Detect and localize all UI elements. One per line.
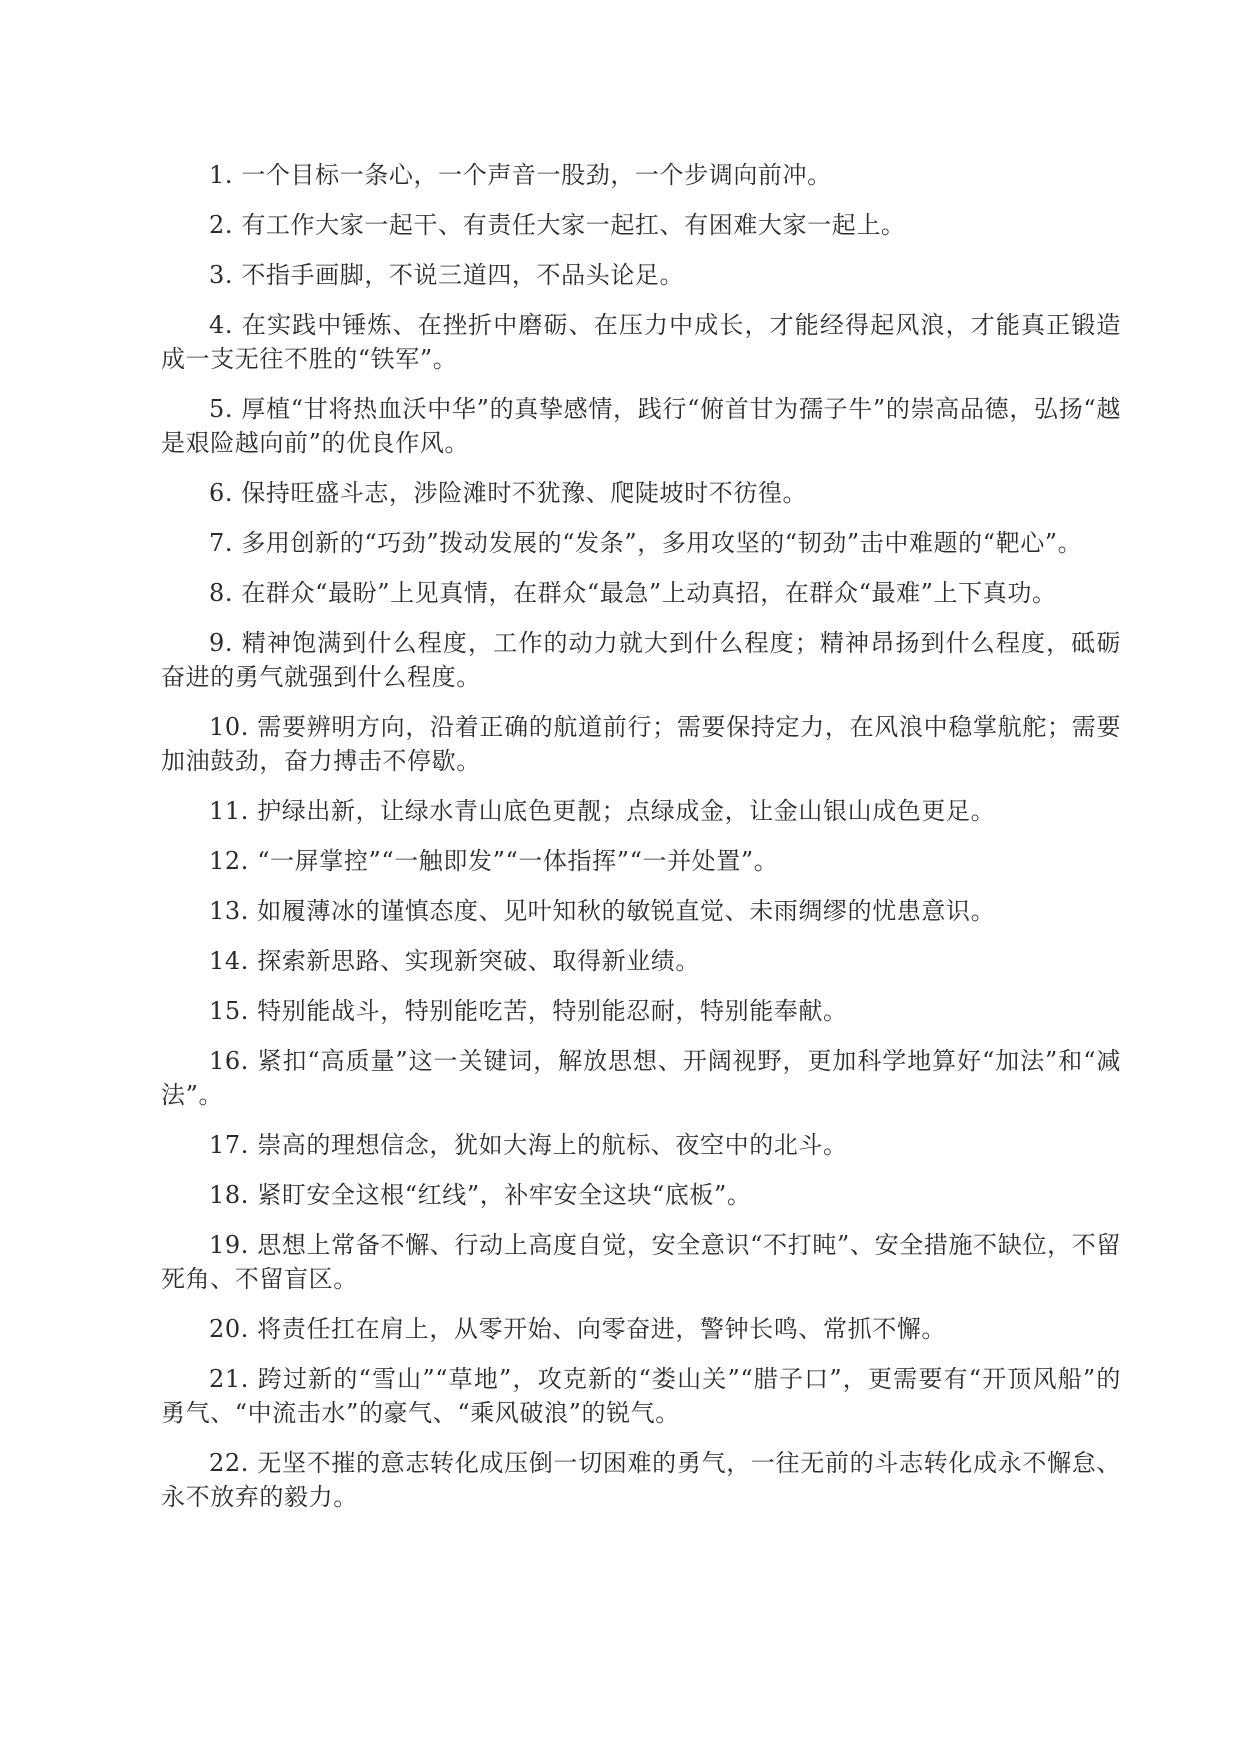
list-item: 8. 在群众“最盼”上见真情，在群众“最急”上动真招，在群众“最难”上下真功。 bbox=[209, 579, 1057, 607]
list-item: 16. 紧扣“高质量”这一关键词，解放思想、开阔视野，更加科学地算好“加法”和“减法”。 bbox=[161, 1047, 1121, 1109]
list-item: 17. 崇高的理想信念，犹如大海上的航标、夜空中的北斗。 bbox=[209, 1131, 848, 1159]
list-item: 11. 护绿出新，让绿水青山底色更靓；点绿成金，让金山银山成色更足。 bbox=[209, 797, 996, 825]
list-item: 9. 精神饱满到什么程度，工作的动力就大到什么程度；精神昂扬到什么程度，砥砺奋进的勇气就强到什么程度。 bbox=[161, 629, 1121, 691]
numbered-list bbox=[161, 158, 1121, 1530]
list-item: 14. 探索新思路、实现新突破、取得新业绩。 bbox=[209, 947, 700, 975]
list-item: 5. 厚植“甘将热血沃中华”的真挚感情，践行“俯首甘为孺子牛”的崇高品德，弘扬“越是艰险越向前”的优良作风。 bbox=[161, 395, 1121, 457]
list-item: 22. 无坚不摧的意志转化成压倒一切困难的勇气，一往无前的斗志转化成永不懈怠、永不放弃的毅力。 bbox=[161, 1449, 1121, 1511]
list-item: 4. 在实践中锤炼、在挫折中磨砺、在压力中成长，才能经得起风浪，才能真正锻造成一支无往不胜的“铁军”。 bbox=[161, 311, 1121, 373]
list-item: 15. 特别能战斗，特别能吃苦，特别能忍耐，特别能奉献。 bbox=[209, 997, 848, 1025]
list-item: 12. “一屏掌控”“一触即发”“一体指挥”“一并处置”。 bbox=[209, 847, 779, 875]
list-item: 19. 思想上常备不懈、行动上高度自觉，安全意识“不打盹”、安全措施不缺位，不留死角、不留盲区。 bbox=[161, 1231, 1121, 1293]
list-item: 21. 跨过新的“雪山”“草地”，攻克新的“娄山关”“腊子口”，更需要有“开顶风船”的勇气、“中流击水”的豪气、“乘风破浪”的锐气。 bbox=[161, 1365, 1121, 1427]
list-item: 7. 多用创新的“巧劲”拨动发展的“发条”，多用攻坚的“韧劲”击中难题的“靶心”。 bbox=[209, 529, 1083, 557]
list-item: 13. 如履薄冰的谨慎态度、见叶知秋的敏锐直觉、未雨绸缪的忧患意识。 bbox=[209, 897, 996, 925]
list-item: 20. 将责任扛在肩上，从零开始、向零奋进，警钟长鸣、常抓不懈。 bbox=[209, 1315, 946, 1343]
list-item: 10. 需要辨明方向，沿着正确的航道前行；需要保持定力，在风浪中稳掌航舵；需要加油鼓劲，奋力搏击不停歇。 bbox=[161, 713, 1121, 775]
list-item: 2. 有工作大家一起干、有责任大家一起扛、有困难大家一起上。 bbox=[209, 211, 906, 239]
list-item: 6. 保持旺盛斗志，涉险滩时不犹豫、爬陡坡时不彷徨。 bbox=[209, 479, 808, 507]
list-item: 3. 不指手画脚，不说三道四，不品头论足。 bbox=[209, 261, 685, 289]
list-item: 18. 紧盯安全这根“红线”，补牢安全这块“底板”。 bbox=[209, 1181, 752, 1209]
list-item: 1. 一个目标一条心，一个声音一股劲，一个步调向前冲。 bbox=[209, 161, 832, 189]
